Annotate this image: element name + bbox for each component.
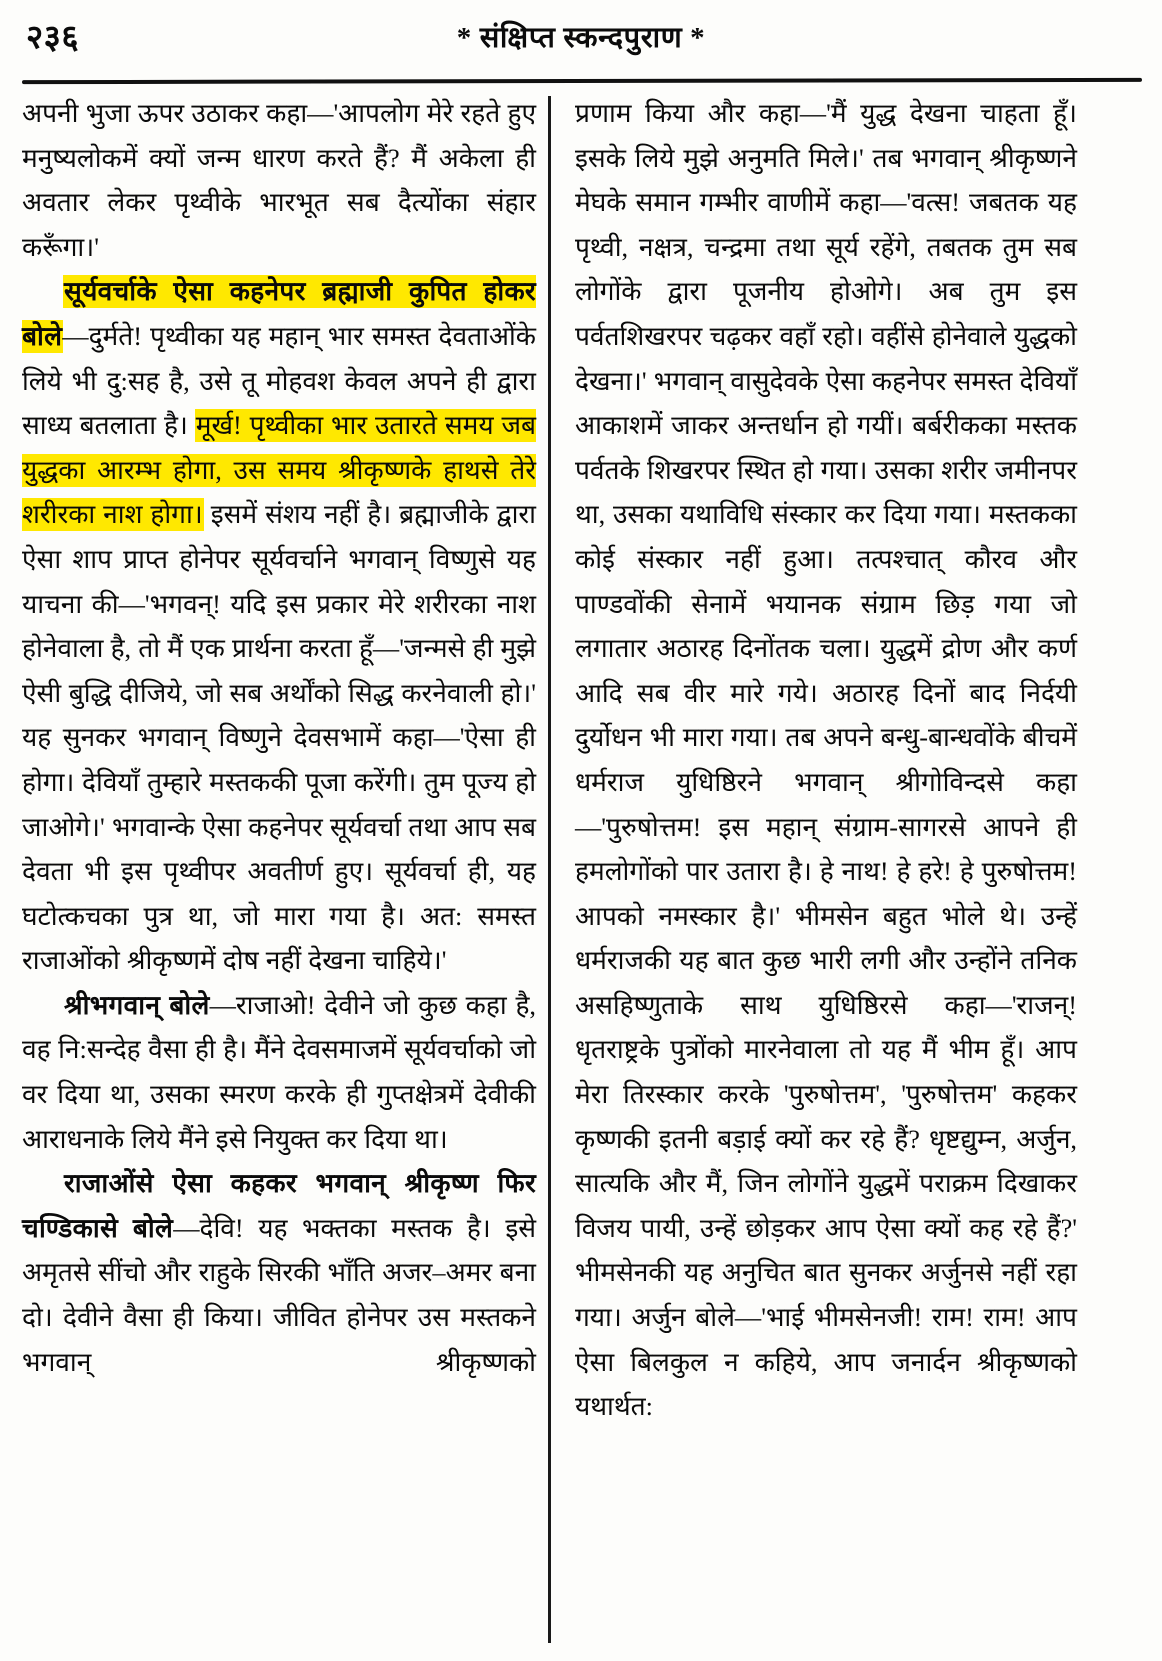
highlighted-runin-phrase: सूर्यवर्चाके ऐसा कहनेपर ब्रह्माजी कुपित होकर बोले [22,277,536,351]
page-header [22,20,1140,72]
speaker-runin-heading: राजाओंसे ऐसा कहकर भगवान् श्रीकृष्ण फिर चण्डिकासे बोले [22,1169,536,1243]
highlighted-phrase: मूर्ख! पृथ्वीका भार उतारते समय जब युद्धका आरम्भ होगा, उस समय श्रीकृष्णके हाथसे तेरे शरीरका नाश होगा। [22,411,536,530]
paragraph [22,984,536,1162]
header-rule [22,78,1142,84]
paragraph: प्रणाम किया और कहा—'मैं युद्ध देखना चाहता हूँ। इसके लिये मुझे अनुमति मिले।' तब भगवान् श्रीकृष्णने मेघके समान गम्भीर वाणीमें कहा—'वत्स! जबतक यह पृथ्वी, नक्षत्र, चन्द्रमा तथा सूर्य रहेंगे, तबतक तुम सब लोगोंके द्वारा पूजनीय होओगे। अब तुम इस पर्वतशिखरपर चढ़कर वहाँ रहो। वहींसे होनेवाले युद्धको देखना।' भगवान् वासुदेवके ऐसा कहनेपर समस्त देवियाँ आकाशमें जाकर अन्तर्धान हो गयीं। बर्बरीकका मस्तक पर्वतके शिखरपर स्थित हो गया। उसका शरीर जमीनपर था, उसका यथाविधि संस्कार कर दिया गया। मस्तकका कोई संस्कार नहीं हुआ। तत्पश्चात् कौरव और पाण्डवोंकी सेनामें भयानक संग्राम छिड़ गया जो लगातार अठारह दिनोंतक चला। युद्धमें द्रोण और कर्ण आदि सब वीर मारे गये। अठारह दिनों बाद निर्दयी दुर्योधन भी मारा गया। तब अपने बन्धु-बान्धवोंके बीचमें धर्मराज युधिष्ठिरने भगवान् श्रीगोविन्दसे कहा—'पुरुषोत्तम! इस महान् संग्राम-सागरसे आपने ही हमलोगोंको पार उतारा है। हे नाथ! हे हरे! हे पुरुषोत्तम! आपको नमस्कार है।' भीमसेन बहुत भोले थे। उन्हें धर्मराजकी यह बात कुछ भारी लगी और उन्होंने तनिक असहिष्णुताके साथ युधिष्ठिरसे कहा—'राजन्! धृतराष्ट्रके पुत्रोंको मारनेवाला तो यह मैं भीम हूँ। आप मेरा तिरस्कार करके 'पुरुषोत्तम', 'पुरुषोत्तम' कहकर कृष्णकी इतनी बड़ाई क्यों कर रहे हैं? धृष्टद्युम्न, अर्जुन, सात्यकि और मैं, जिन लोगोंने युद्धमें पराक्रम दिखाकर विजय पायी, उन्हें छोड़कर आप ऐसा क्यों कह रहे हैं?' भीमसेनकी यह अनुचित बात सुनकर अर्जुनसे नहीं रहा गया। अर्जुन बोले—'भाई भीमसेनजी! राम! राम! आप ऐसा बिलकुल न कहिये, आप जनार्दन श्रीकृष्णको यथार्थत: [575,99,1077,1422]
column-divider-rule [548,96,551,1643]
right-text-column [557,92,1077,1651]
paragraph-segment: —दुर्मते! पृथ्वीका यह महान् भार समस्त देवताओंके लिये भी दु:सह है, उसे तू मोहवश केवल अपने ही द्वारा साध्य बतलाता है। [22,321,536,441]
page-number: २३६ [26,20,79,56]
left-text-column [22,92,542,1651]
paragraph-segment: —देवि! यह भक्तका मस्तक है। इसे अमृतसे सींचो और राहुके सिरकी भाँति अजर–अमर बना दो। देवीने वैसा ही किया। जीवित होनेपर उस मस्तकने भगवान् श्रीकृष्णको [22,1213,537,1377]
running-title: * संक्षिप्त स्कन्दपुराण * [456,22,706,54]
paragraph: अपनी भुजा ऊपर उठाकर कहा—'आपलोग मेरे रहते हुए मनुष्यलोकमें क्यों जन्म धारण करते हैं? मैं अकेला ही अवतार लेकर पृथ्वीके भारभूत सब दैत्योंका संहार करूँगा।' [22,99,536,262]
paragraph-segment: —राजाओ! देवीने जो कुछ कहा है, वह नि:सन्देह वैसा ही है। मैंने देवसमाजमें सूर्यवर्चाको जो वर दिया था, उसका स्मरण करके ही गुप्तक्षेत्रमें देवीकी आराधनाके लिये मैंने इसे नियुक्त कर दिया था। [22,990,536,1154]
paragraph-segment: इसमें संशय नहीं है। ब्रह्माजीके द्वारा ऐसा शाप प्राप्त होनेपर सूर्यवर्चाने भगवान् विष्णुसे यह याचना की—'भगवन्! यदि इस प्रकार मेरे शरीरका नाश होनेवाला है, तो मैं एक प्रार्थना करता हूँ—'जन्मसे ही मुझे ऐसी बुद्धि दीजिये, जो सब अर्थोंको सिद्ध करनेवाली हो।' यह सुनकर भगवान् विष्णुने देवसभामें कहा—'ऐसा ही होगा। देवियाँ तुम्हारे मस्तककी पूजा करेंगी। तुम पूज्य हो जाओगे।' भगवान्के ऐसा कहनेपर सूर्यवर्चा तथा आप सब देवता भी इस पृथ्वीपर अवतीर्ण हुए। सूर्यवर्चा ही, यह घटोत्कचका पुत्र था, जो मारा गया है। अत: समस्त राजाओंको श्रीकृष्णमें दोष नहीं देखना चाहिये।' [22,500,536,976]
paragraph [22,1162,536,1430]
two-column-body [22,92,1142,1651]
paragraph [22,270,536,984]
speaker-runin-heading: श्रीभगवान् बोले [64,990,210,1020]
